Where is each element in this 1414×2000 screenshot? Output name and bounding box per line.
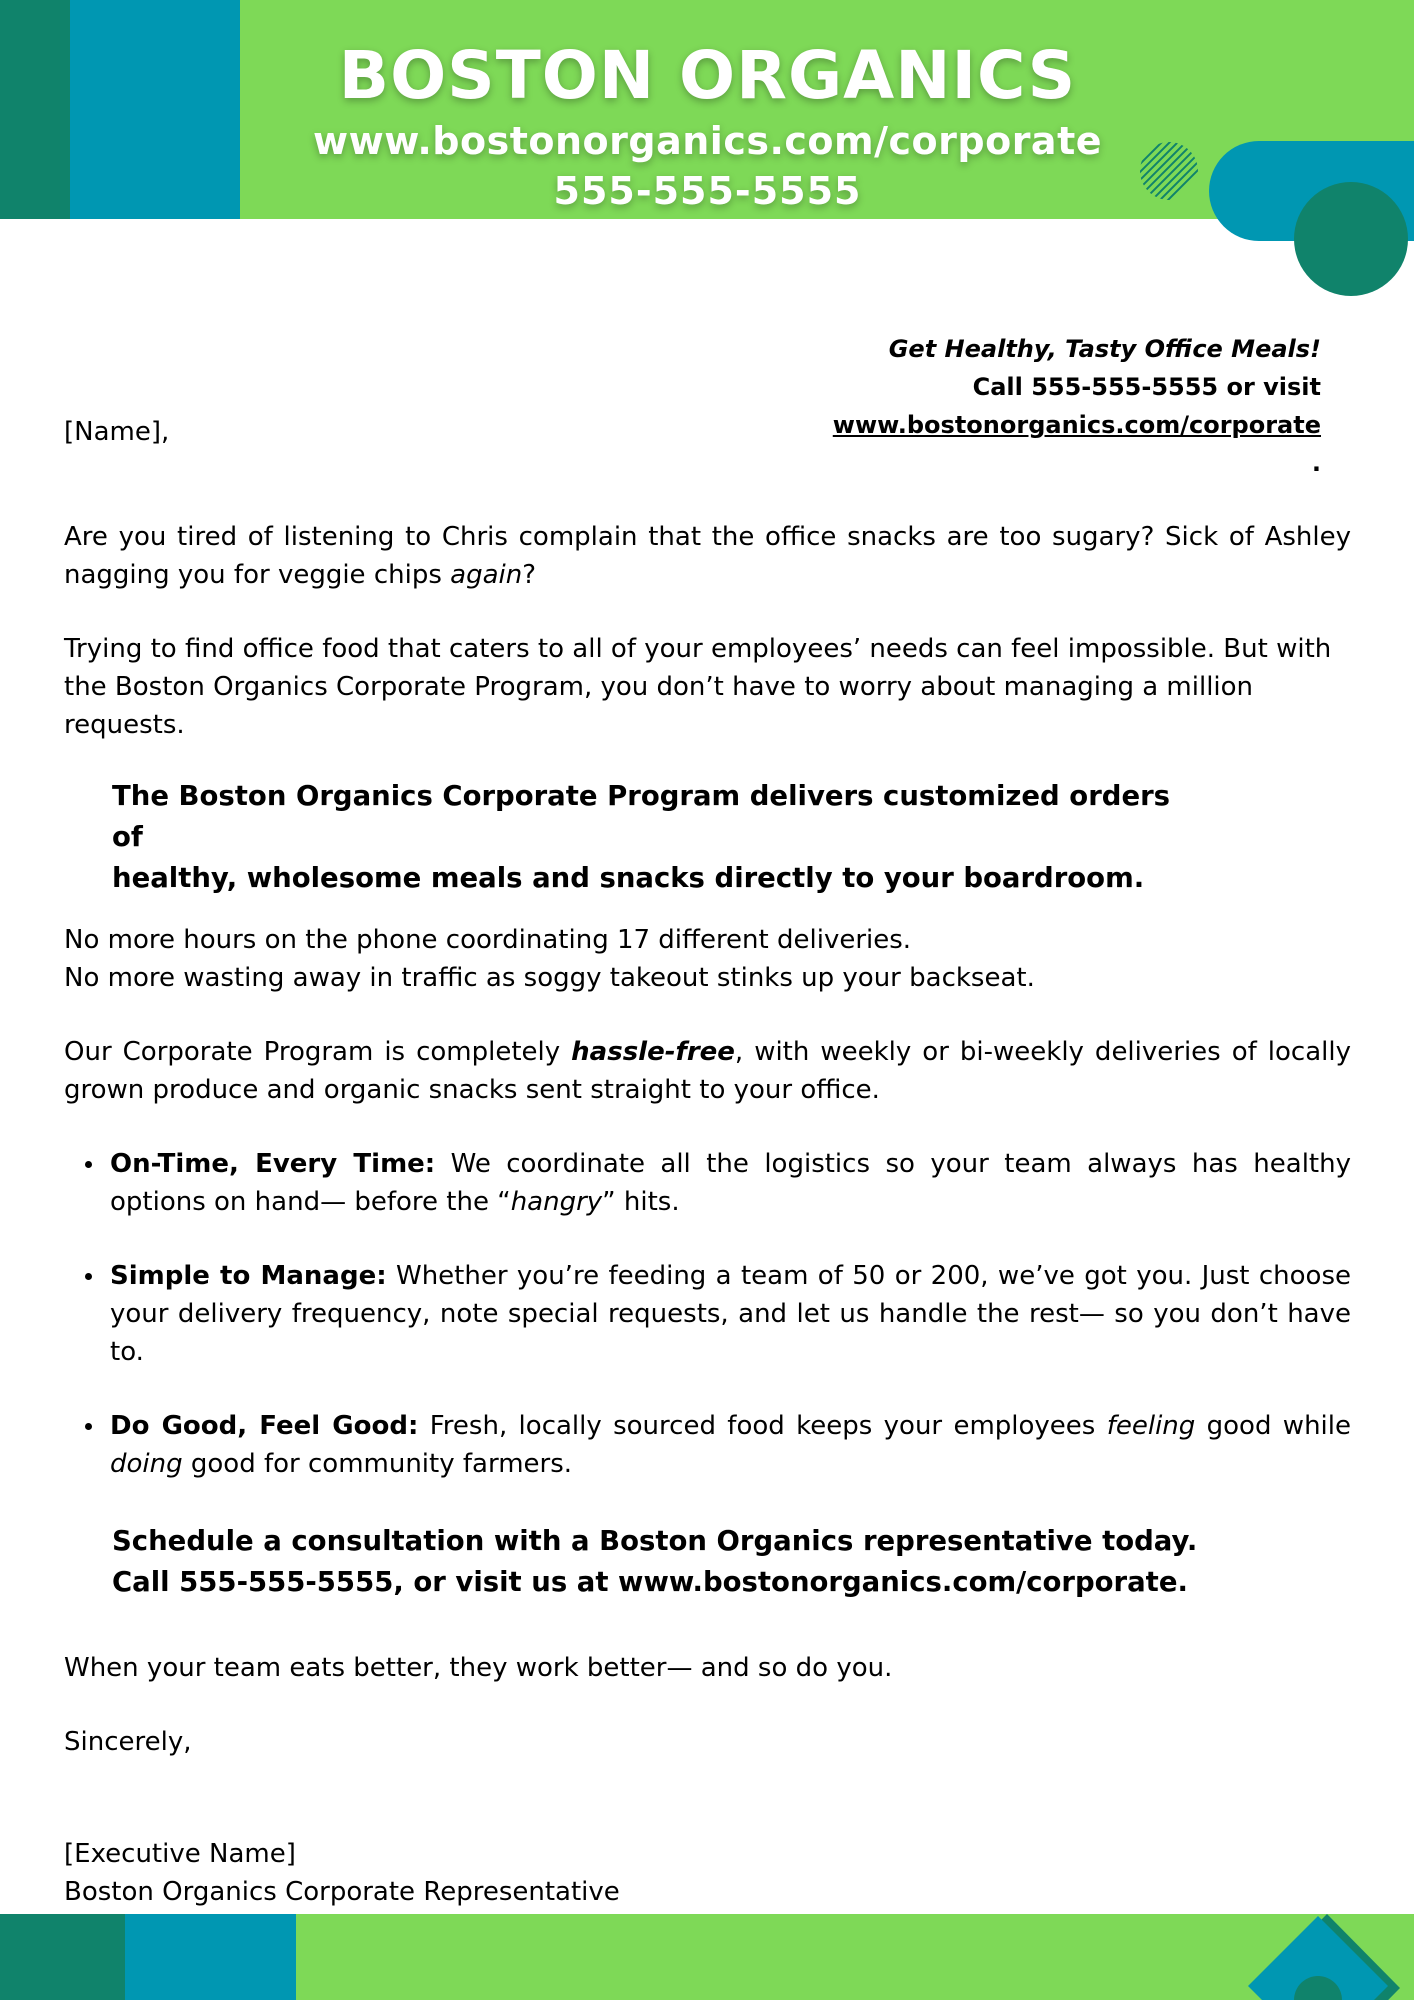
company-name: BOSTON ORGANICS <box>338 37 1077 114</box>
paragraph-hassle-free: Our Corporate Program is completely hassle-free, with weekly or bi-weekly deliveries of locally grown produce and organic snacks sent straight to your office. <box>64 1037 1351 1105</box>
list-item: Do Good, Feel Good: Fresh, locally sourced food keeps your employees feeling good while doing good for community farmers. <box>64 1407 1351 1483</box>
cta-call-text: Call 555-555-5555 or visit <box>972 373 1321 401</box>
header-phone[interactable]: 555-555-5555 <box>553 169 862 213</box>
header-decoration <box>0 0 1414 300</box>
footer-diamond-decoration <box>0 1914 1414 2000</box>
hatched-circle-icon <box>1126 128 1216 210</box>
paragraph-intro: Are you tired of listening to Chris complain that the office snacks are too sugary? Sick of Ashley nagging you for veggie chips again? <box>64 522 1351 590</box>
consultation-callout <box>112 1521 1212 1603</box>
top-cta-block <box>621 330 1321 482</box>
signature-title: Boston Organics Corporate Representative <box>64 1877 620 1907</box>
signature-name: [Executive Name] <box>64 1839 296 1869</box>
consultation-line-2: Call 555-555-5555, or visit us at www.bostonorganics.com/corporate. <box>112 1566 1188 1598</box>
cta-period: . <box>1311 449 1321 477</box>
callout-line-2: healthy, wholesome meals and snacks directly to your boardroom. <box>112 862 1145 894</box>
cta-tagline: Get Healthy, Tasty Office Meals! <box>888 335 1321 363</box>
list-item: Simple to Manage: Whether you’re feeding a team of 50 or 200, we’ve got you. Just choose your delivery frequency, note special requests, and let us handle the rest— so you don’t have to. <box>64 1257 1351 1371</box>
program-callout <box>112 776 1192 899</box>
callout-line-1: The Boston Organics Corporate Program delivers customized orders of <box>112 780 1171 853</box>
bullet-icon <box>85 1423 92 1430</box>
benefits-list <box>64 1145 1351 1483</box>
header-url[interactable]: www.bostonorganics.com/corporate <box>312 119 1103 163</box>
bullet-icon <box>85 1161 92 1168</box>
cta-url-link[interactable]: www.bostonorganics.com/corporate <box>832 411 1321 439</box>
salutation: [Name], <box>64 417 170 447</box>
consultation-line-1: Schedule a consultation with a Boston Organics representative today. <box>112 1525 1198 1557</box>
paragraph-program: Trying to find office food that caters to all of your employees’ needs can feel impossible. But with the Boston Organics Corporate Program, you don’t have to worry about managing a million requests. <box>64 634 1332 740</box>
bullet-icon <box>85 1273 92 1280</box>
letter-body <box>64 518 1351 1911</box>
no-more-line-1: No more hours on the phone coordinating 17 different deliveries. <box>64 925 912 955</box>
signoff: Sincerely, <box>64 1727 192 1757</box>
no-more-line-2: No more wasting away in traffic as soggy takeout stinks up your backseat. <box>64 963 1035 993</box>
closing-line: When your team eats better, they work better— and so do you. <box>64 1653 893 1683</box>
footer-banner <box>0 1914 1414 2000</box>
dark-green-circle-shape <box>1294 182 1408 296</box>
list-item: On-Time, Every Time: We coordinate all the logistics so your team always has healthy options on hand— before the “hangry” hits. <box>64 1145 1351 1221</box>
